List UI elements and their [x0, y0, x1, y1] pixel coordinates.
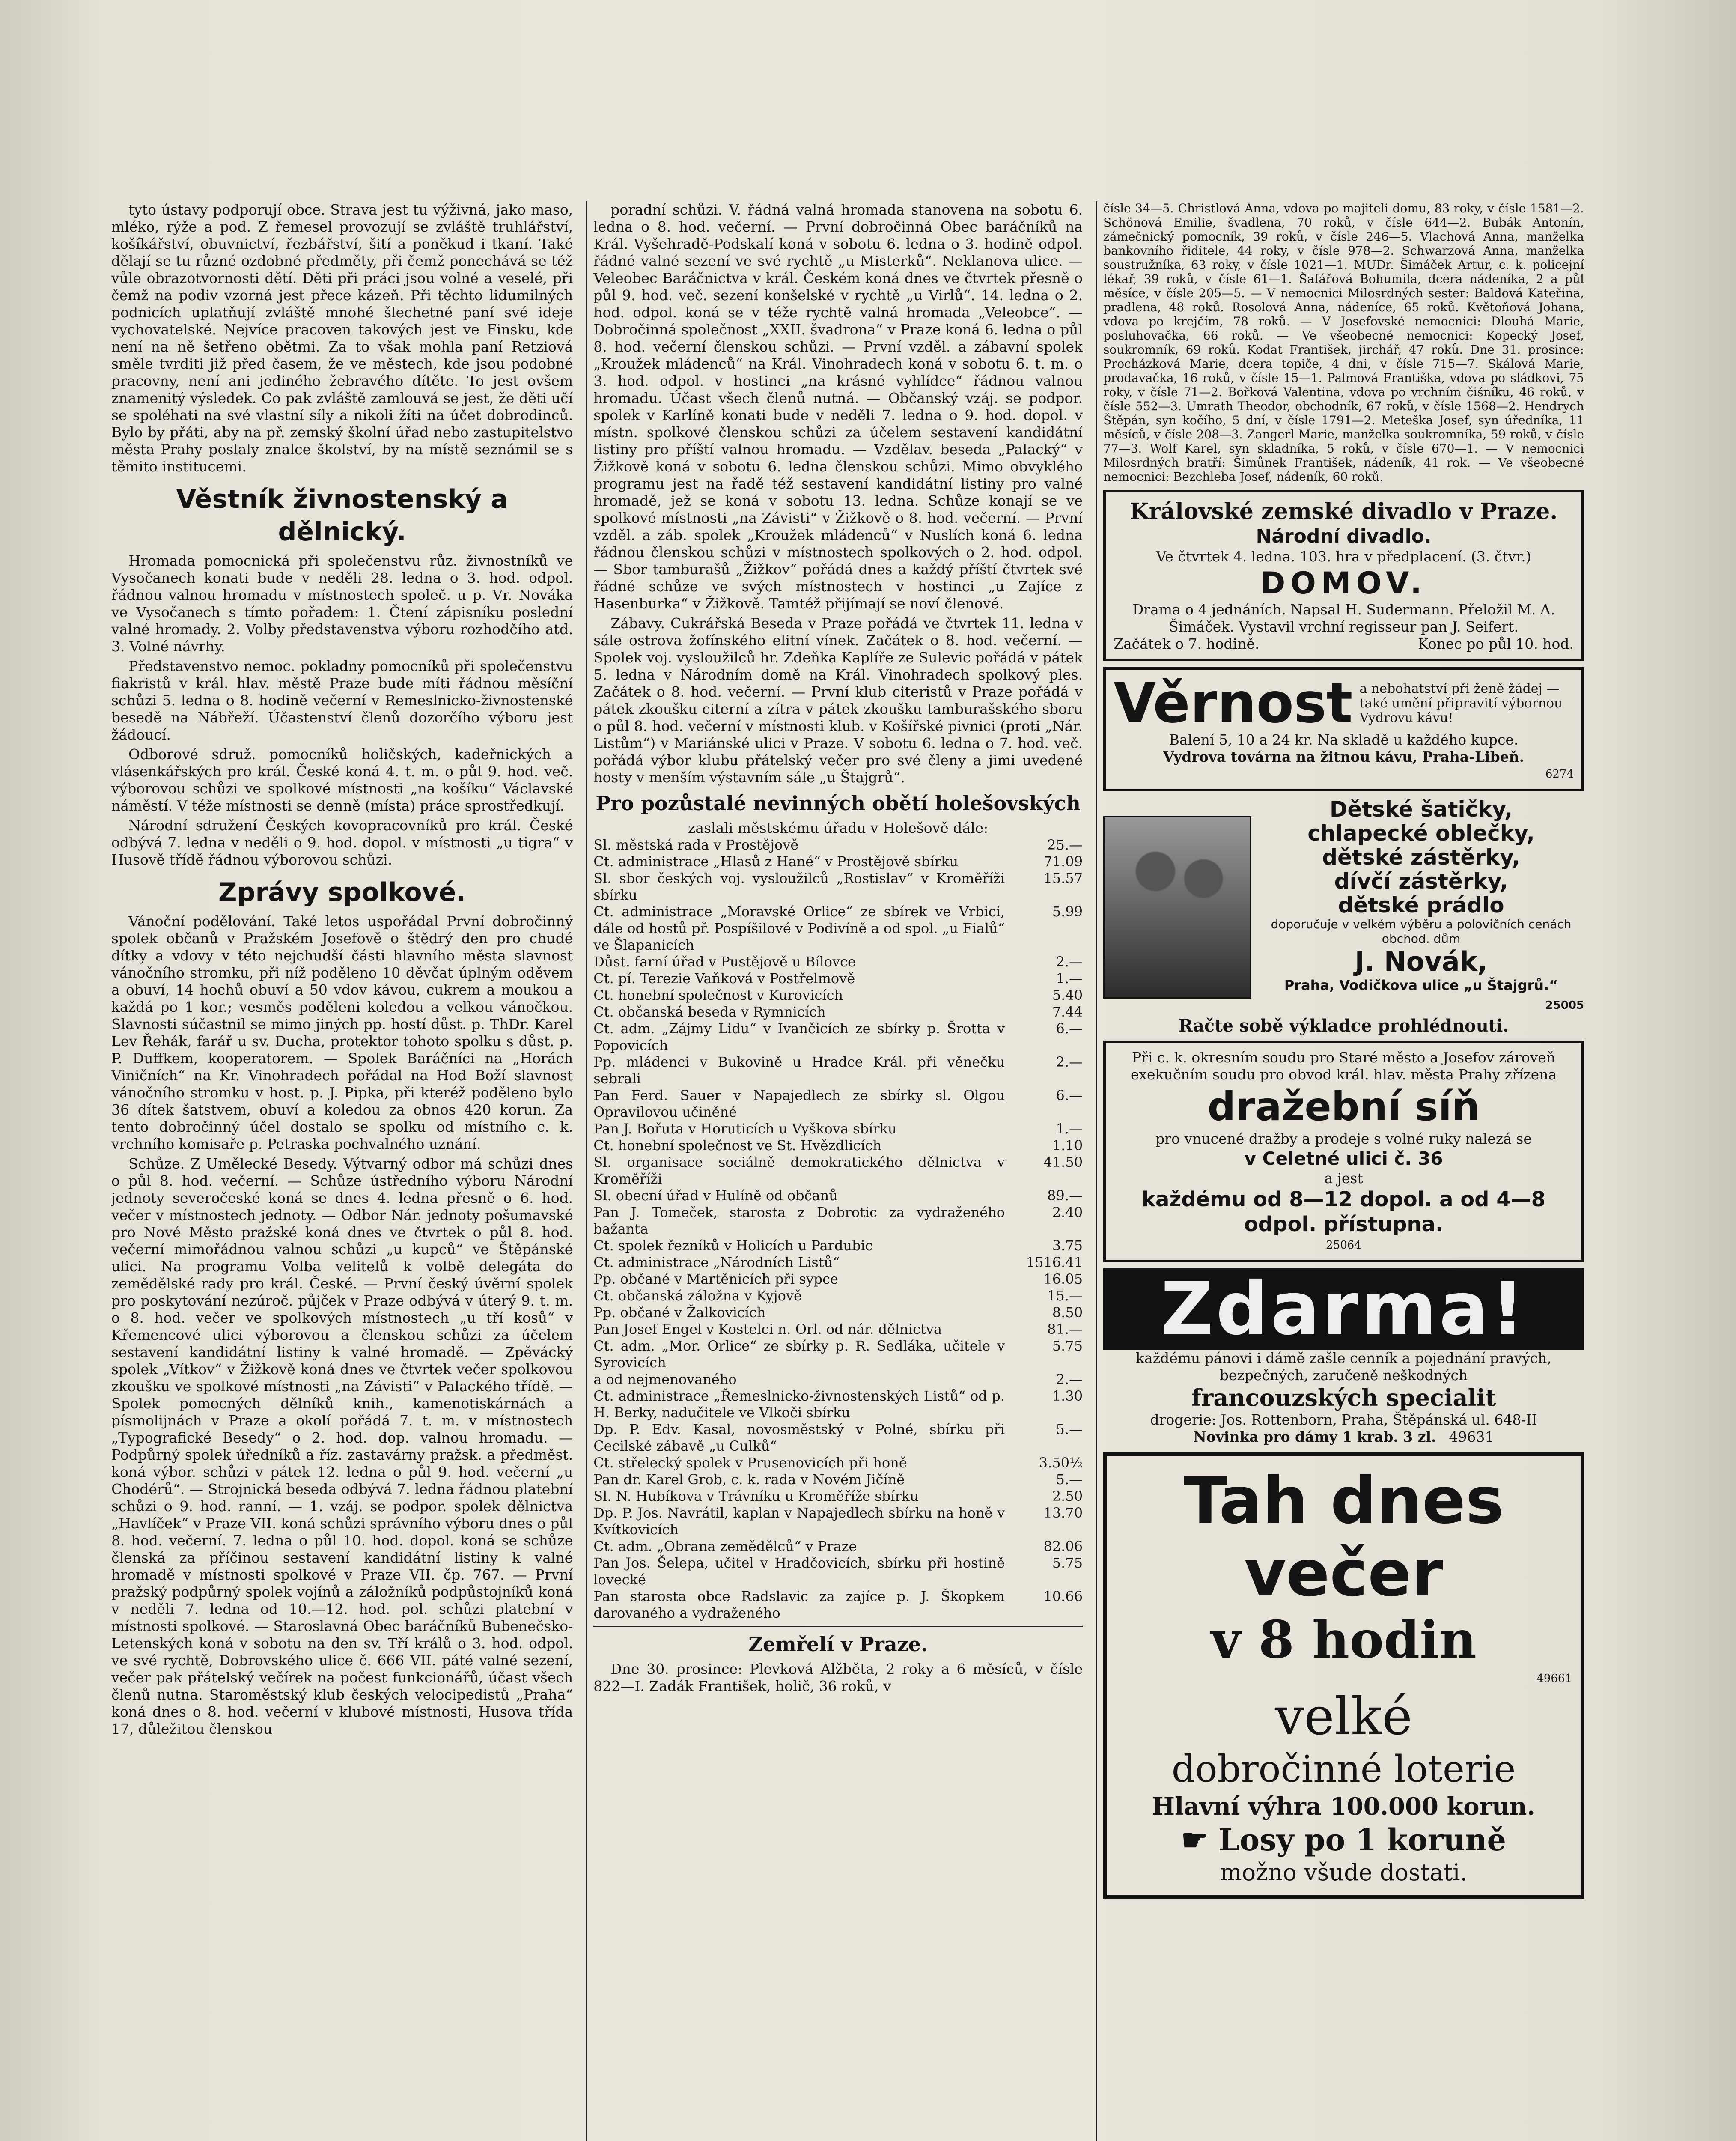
donation-amount: 15.57	[1043, 870, 1083, 886]
donation-row	[593, 1254, 1083, 1271]
lottery-losy	[1115, 1822, 1572, 1858]
donation-donor: Pan Ferd. Sauer v Napajedlech ze sbírky sl. Olgou Opravilovou učiněné	[593, 1087, 1005, 1120]
donation-row	[593, 870, 1083, 904]
donation-amount: 89.—	[1047, 1187, 1083, 1204]
advert-note: Račte sobě výkladce prohlédnouti.	[1178, 1016, 1509, 1036]
section-heading-zpravy: Zprávy spolkové.	[218, 877, 466, 907]
donation-row	[593, 970, 1083, 987]
donation-amount: 1.—	[1056, 970, 1083, 987]
donation-row	[593, 1371, 1083, 1388]
article-paragraph: Hromada pomocnická při společenstvu růz. živnostníků ve Vysočanech konati bude v neděli 28. ledna o 3. hod. odpol. řádnou valnou hromadu v místnostech společ. u p. Vr. Nováka ve Vysočanech s tímto pořadem: 1. Čtení zápisníku poslední valné hromady. 2. Volby představenstva výboru rozhodčího atd. 3. Volné návrhy.	[111, 552, 573, 655]
donation-row	[593, 1137, 1083, 1154]
donation-amount: 13.70	[1043, 1505, 1083, 1521]
advert-ref: 49631	[1449, 1428, 1494, 1445]
lottery-tah: Tah dnes večer	[1183, 1464, 1504, 1611]
donation-row	[593, 1505, 1083, 1538]
donation-donor: Ct. pí. Terezie Vaňková v Postřelmově	[593, 970, 855, 987]
donation-amount: 2.—	[1056, 1371, 1083, 1387]
donations-heading: Pro pozůstalé nevinných obětí holešovských	[596, 792, 1081, 815]
donation-row	[593, 1288, 1083, 1304]
donation-row	[593, 1538, 1083, 1555]
donation-amount: 6.—	[1056, 1020, 1083, 1037]
section-heading-vestnik: Věstník živnostenský a dělnický.	[176, 484, 508, 547]
donations-intro: zaslali městskému úřadu v Holešově dále:	[688, 820, 989, 836]
theatre-listing	[1103, 490, 1584, 661]
advert-ref: 25064	[1326, 1239, 1361, 1252]
article-paragraph: poradní schůzi. V. řádná valná hromada stanovena na sobotu 6. ledna o 8. hod. večerní. — První dobročinná Obec baráčníků na Král. Vyšehradě-Podskalí koná v sobotu 6. ledna o 3. hodině odpol. řádné valné sezení ve své rychtě „u Misterků“. Neklanova ulice. — Veleobec Baráčnictva v král. Českém koná dnes ve čtvrtek přesně o půl 9. hod. več. sezení konšelské v rychtě „u Virlů“. 14. ledna o 2. hod. odpol. koná se v téže rychtě valná hromada „Veleobce“. — Dobročinná společnost „XXII. švadrona“ v Praze koná 6. ledna o půl 8. hod. večerní členskou schůzi. — První vzděl. a zábavní spolek „Kroužek mládenců“ na Král. Vinohradech koná v sobotu 6. t. m. o 3. hod. odpol. v hostinci „na krásné vyhlídce“ řádnou valnou hromadu. Účast všech členů nutná. — Občanský vzáj. se podpor. spolek v Karlíně konati bude v neděli 7. ledna o 9. hod. dopol. v místn. spolkové členskou schůzi za účelem sestavení kandidátní listiny pro příští valnou hromadu. — Vzdělav. beseda „Palacký“ v Žižkově koná v sobotu 6. ledna členskou schůzi. Mimo obvyklého programu jest na řadě též sestavení kandidátní listiny pro valné hromadě, jež se koná v sobotu 13. ledna. Schůze konají se ve spolkové místnosti „na Závisti“ v Žižkově o 8. hod. večerní. — První vzděl. a záb. spolek „Kroužek mládenců“ v Nuslích koná 6. ledna řádnou členskou schůzi v místnostech spolkových o 2. hod. odpol. — Sbor tamburašů „Žižkov“ pořádá dnes a každý příští čtvrtek své řádné schůze ve svých místnostech v hostinci „u Zajíce z Hasenburka“ v Žižkově. Tamtéž přijímají se noví členové.	[593, 201, 1083, 612]
donation-donor: Pan Josef Engel v Kostelci n. Orl. od nár. dělnictva	[593, 1321, 942, 1337]
advert-line: Balení 5, 10 a 24 kr. Na skladě u každého kupce.	[1169, 731, 1519, 748]
advert-ref: 25005	[1545, 999, 1584, 1012]
donation-donor: Důst. farní úřad v Pustějově u Bílovce	[593, 954, 856, 970]
donation-row	[593, 1455, 1083, 1471]
donation-amount: 10.66	[1043, 1588, 1083, 1604]
lottery-dobrocinne: dobročinné loterie	[1171, 1748, 1516, 1791]
donation-donor: Ct. administrace „Národních Listů“	[593, 1254, 840, 1270]
donation-donor: Sl. organisace sociálně demokratického dělnictva v Kroměříži	[593, 1154, 1005, 1187]
donation-amount: 71.09	[1043, 853, 1083, 870]
donation-amount: 25.—	[1047, 837, 1083, 853]
donation-donor: a od nejmenovaného	[593, 1371, 737, 1387]
lottery-vsude: možno všude dostati.	[1220, 1859, 1468, 1886]
donation-donor: Ct. administrace „Moravské Orlice“ ze sbírek ve Vrbici, dále od hostů př. Pospíšilové v Podivíně a od spol. „u Fialů“ ve Šlapanicích	[593, 904, 1005, 953]
donation-amount: 5.75	[1052, 1555, 1083, 1571]
donation-donor: Ct. střelecký spolek v Prusenovicích při honě	[593, 1455, 907, 1471]
advert-line: dětské zástěrky,	[1322, 845, 1520, 870]
donation-row	[593, 1338, 1083, 1371]
article-paragraph: tyto ústavy podporují obce. Strava jest tu výživná, jako maso, mléko, rýže a pod. Z řemesel provozují se zvláště truhlářství, košíkářství, obuvnictví, řezbářství, šití a poněkud i tkaní. Také dělají se tu různé ozdobné předměty, při čemž ponechává se též vůle obrazotvornosti dětí. Děti při práci jsou volné a veselé, při čemž na podiv vzorná jest přece kázeň. Při těchto lidumilných podnicích uplatňují zvláště mnohé šlechetné paní své ideje vychovatelské. Nejvíce pracoven takových jest ve Finsku, kde není na ně šetřeno obětmi. Za to však mohla paní Retziová směle tvrditi již před časem, že ve městech, kde jsou podobné pracovny, není ani jediného žebravého dítěte. To jest ovšem znamenitý výsledek. Co pak zvláště zamlouvá se jest, že děti učí se spoléhati na své vlastní síly a nikoli žíti na účet dobrodinců. Bylo by přáti, aby na př. zemský školní úřad nebo zastupitelstvo města Prahy poslaly znalce školství, by na místě seznámil se s těmito institucemi.	[111, 201, 573, 475]
advert-line: dětské prádlo	[1338, 893, 1504, 918]
donation-donor: Ct. adm. „Mor. Orlice“ ze sbírky p. R. Sedláka, učitele v Syrovicích	[593, 1338, 1005, 1371]
advert-kids-clothing	[1103, 797, 1584, 1035]
donation-amount: 1.—	[1056, 1121, 1083, 1137]
donation-amount: 7.44	[1052, 1004, 1083, 1020]
article-paragraph: Odborové sdruž. pomocníků holičských, kadeřnických a vlásenkářských pro král. České koná 4. t. m. o půl 9. hod. več. výborovou schůzi ve spolkové místnosti „na košíku“ Václavské náměstí. V téže místnosti se denně (místa) práce sprostředkují.	[111, 746, 573, 814]
advert-firm: J. Novák,	[1355, 946, 1488, 977]
donation-donor: Sl. městská rada v Prostějově	[593, 837, 799, 853]
lottery-velke: velké	[1275, 1687, 1412, 1747]
donation-row	[593, 1388, 1083, 1421]
donation-amount: 5.40	[1052, 987, 1083, 1003]
deaths-paragraph: Dne 30. prosince: Plevková Alžběta, 2 roky a 6 měsíců, v čísle 822—I. Zadák František, holič, 36 roků, v	[593, 1661, 1083, 1694]
donation-donor: Ct. adm. „Obrana zemědělců“ v Praze	[593, 1538, 857, 1554]
donation-row	[593, 1020, 1083, 1054]
newspaper-sheet	[111, 201, 1584, 2141]
donation-amount: 6.—	[1056, 1087, 1083, 1103]
donation-amount: 16.05	[1043, 1271, 1083, 1287]
column-1	[111, 201, 573, 2141]
donation-donor: Ct. spolek řezníků v Holicích u Pardubic	[593, 1237, 873, 1254]
article-paragraph: Národní sdružení Českých kovopracovníků pro král. České odbývá 7. ledna v neděli o 9. hod. dopol. v místnosti „u tigra“ v Husově třídě řádnou výborovou schůzi.	[111, 817, 573, 868]
donation-donor: Pan Jos. Šelepa, učitel v Hradčovicích, sbírku při hostině lovecké	[593, 1555, 1005, 1588]
donation-amount: 2.—	[1056, 954, 1083, 970]
advert-line: a jest	[1324, 1170, 1363, 1187]
donation-amount: 8.50	[1052, 1304, 1083, 1321]
theatre-title: Královské zemské divadlo v Praze.	[1129, 498, 1558, 525]
advert-street: v Celetné ulici č. 36	[1244, 1148, 1443, 1169]
donation-amount: 41.50	[1043, 1154, 1083, 1170]
donation-donor: Sl. N. Hubíkova v Trávníku u Kroměříže sbírku	[593, 1488, 919, 1504]
advert-line: Novinka pro dámy 1 krab. 3 zl.	[1193, 1428, 1436, 1445]
donation-donor: Pp. mládenci v Bukovině u Hradce Král. při věnečku sebrali	[593, 1054, 1005, 1087]
advert-hours: každému od 8—12 dopol. a od 4—8 odpol. přístupna.	[1142, 1187, 1546, 1236]
donation-row	[593, 1588, 1083, 1622]
theatre-line: Drama o 4 jednáních. Napsal H. Sudermann. Přeložil M. A. Šimáček. Vystavil vrchní regisseur pan J. Seifert.	[1132, 601, 1555, 635]
theatre-subtitle: Národní divadlo.	[1256, 525, 1432, 547]
advert-vernost	[1103, 667, 1584, 791]
theatre-line: Ve čtvrtek 4. ledna. 103. hra v předplacení. (3. čtvr.)	[1156, 548, 1531, 565]
donation-row	[593, 1187, 1083, 1204]
donation-donor: Ct. honební společnost v Kurovicích	[593, 987, 843, 1003]
donation-donor: Ct. občanská záložna v Kyjově	[593, 1288, 802, 1304]
donation-amount: 1.30	[1052, 1388, 1083, 1404]
donation-row	[593, 954, 1083, 970]
donations-list	[593, 837, 1083, 1622]
donation-donor: Ct. adm. „Zájmy Lidu“ v Ivančicích ze sbírky p. Šrotta v Popovicích	[593, 1020, 1005, 1053]
advert-line: chlapecké oblečky,	[1307, 821, 1535, 846]
donation-donor: Sl. sbor českých voj. vysloužilců „Rostislav“ v Kroměříži sbírku	[593, 870, 1005, 903]
donation-amount: 2.—	[1056, 1054, 1083, 1070]
donation-amount: 3.75	[1052, 1237, 1083, 1254]
children-illustration	[1103, 816, 1251, 999]
advert-line: Dětské šatičky,	[1329, 797, 1513, 822]
donation-row	[593, 904, 1083, 954]
advert-big: dražební síň	[1207, 1084, 1480, 1130]
donation-row	[593, 1321, 1083, 1338]
column-2	[586, 201, 1083, 2141]
deaths-continued: čísle 34—5. Christlová Anna, vdova po majiteli domu, 83 roky, v čísle 1581—2. Schönová Emilie, švadlena, 70 roků, v čísle 644—2. Bubák Antonín, zámečnický pomocník, 39 roků, v čísle 246—5. Vlachová Anna, manželka bankovního řiditele, 44 roky, v čísle 978—2. Schwarzová Anna, manželka soustružníka, 63 roky, v čísle 1021—1. MUDr. Šimáček Artur, c. k. policejní lékař, 39 roků, v čísle 61—1. Šafářová Bohumila, dcera nádeníka, 2 a půl měsíce, v čísle 205—5. — V nemocnici Milosrdných sester: Baldová Kateřina, pradlena, 48 roků. Rosolová Anna, nádeníce, 65 roků. Květoňová Johana, vdova po krejčím, 78 roků. — V Josefovské nemocnici: Dlouhá Marie, posluhovačka, 66 roků. — Ve všeobecné nemocnici: Kopecký Josef, soukromník, 69 roků. Kodat František, jirchář, 47 roků. Dne 31. prosince: Procházková Marie, dcera topiče, 4 dni, v čísle 715—7. Skálová Marie, prodavačka, 16 roků, v čísle 15—1. Palmová Františka, vdova po sládkovi, 75 roky, v čísle 71—2. Bořková Valentina, vdova po vrchním čiśníku, 46 roků, v čísle 552—3. Umrath Theodor, obchodník, 67 roků, v čísle 1568—2. Hendrych Štěpán, syn kočího, 5 dní, v čísle 1791—2. Meteška Josef, syn úředníka, 11 měsíců, v čísle 208—3. Zangerl Marie, manželka soukromníka, 59 roků, v čísle 77—3. Wolf Karel, syn skladníka, 5 roků, v čísle 670—1. — V nemocnici Milosrdných bratří: Šimůnek František, nádeník, 41 rok. — Ve všeobecné nemocnici: Bezchleba Josef, nádeník, 60 roků.	[1103, 201, 1584, 484]
theatre-start: Začátek o 7. hodině.	[1114, 635, 1260, 652]
donation-amount: 3.50½	[1039, 1455, 1083, 1471]
donation-row	[593, 987, 1083, 1004]
advert-lottery	[1103, 1452, 1584, 1899]
donation-row	[593, 1204, 1083, 1237]
advert-ref: 49661	[1536, 1672, 1572, 1685]
donation-row	[593, 1271, 1083, 1288]
donation-amount: 5.99	[1052, 904, 1083, 920]
article-paragraph: Vánoční podělování. Také letos uspořádal První dobročinný spolek občanů v Pražském Josefově o štědrý den pro chudé dítky a vdovy v této nejchudší části hlavního města slavnost vánočního stromku, při níž poděleno 10 děvčat úplným oděvem a obuví, 14 hochů obuví a 50 vdov kávou, cukrem a moukou a každá po 1 kor.; vesměs poděleni koledou a velkou vánočkou. Slavnosti súčastnil se mimo jiných pp. hostí důst. p. ThDr. Karel Lev Řehák, farář u sv. Ducha, protektor tohoto spolku s důst. p. P. Duffkem, kooperatorem. — Spolek Baráčníci na „Horách Viničních“ na Kr. Vinohradech pořádal na Hod Boží slavnost vánočního stromku v host. p. J. Pipka, při kteréž poděleno bylo 36 dítek šatstvem, obuví a koledou za obnos 420 korun. Za tento dobročinný účel dostalo se spolku od místního c. k. vrchního komisaře p. Petraska pochvalného uznání.	[111, 913, 573, 1152]
advert-address: Praha, Vodičkova ulice „u Štajgrů.“	[1284, 977, 1558, 993]
donation-donor: Pan dr. Karel Grob, c. k. rada v Novém Jičíně	[593, 1471, 905, 1488]
donation-donor: Ct. administrace „Hlasů z Hané“ v Prostějově sbírku	[593, 853, 959, 870]
donation-amount: 81.—	[1047, 1321, 1083, 1337]
donation-amount: 15.—	[1047, 1288, 1083, 1304]
donation-row	[593, 1471, 1083, 1488]
donation-donor: Pp. občané v Martěnicích při sypce	[593, 1271, 838, 1287]
article-paragraph: Zábavy. Cukrářská Beseda v Praze pořádá ve čtvrtek 11. ledna v sále ostrova žofínského elitní vínek. Začátek o 8. hod. večerní. — Spolek voj. vysloužilců hr. Zdeňka Kaplíře ze Sulevic pořádá v pátek 5. ledna v Národním domě na Král. Vinohradech spolkový ples. Začátek o 8. hod. večerní. — První klub citeristů v Praze pořádá v pátek zkoušku citerní a zítra v pátek zkoušku tamburašského sboru o půl 8. hod. večerní v místnosti klub. v Košířské pivnici (proti „Nár. Listům“) v Mariánské ulici v Praze. V sobotu 6. ledna o 7. hod. več. pořádá výbor klubu přátelský večer pro své členy a jimi uvedené hosty v menším výstavním sále „u Štajgrů“.	[593, 615, 1083, 786]
donation-donor: Pan starosta obce Radslavic za zajíce p. J. Škopkem darovaného a vydraženého	[593, 1588, 1005, 1621]
divider	[593, 1626, 1083, 1627]
donation-row	[593, 1488, 1083, 1505]
advert-line: Při c. k. okresním soudu pro Staré město a Josefov zároveň exekučním soudu pro obvod král. hlav. města Prahy zřízena	[1130, 1049, 1557, 1083]
donation-amount: 5.—	[1056, 1421, 1083, 1437]
donation-row	[593, 1121, 1083, 1137]
column-3	[1096, 201, 1584, 2141]
donation-donor: Dp. P. Edv. Kasal, novosměstský v Polné, sbírku při Cecilské zábavě „u Culků“	[593, 1421, 1005, 1454]
donation-amount: 2.40	[1052, 1204, 1083, 1220]
theatre-end: Konec po půl 10. hod.	[1418, 635, 1574, 652]
donation-row	[593, 1087, 1083, 1121]
donation-amount: 1.10	[1052, 1137, 1083, 1154]
donation-row	[593, 1421, 1083, 1455]
advert-line: pro vnucené dražby a prodeje s volné ruky nalezá se	[1155, 1130, 1532, 1147]
advert-zdarma	[1103, 1268, 1584, 1446]
advert-ref: 6274	[1545, 768, 1574, 781]
advert-firm: Vydrova továrna na žitnou kávu, Praha-Libeň.	[1163, 748, 1525, 765]
donation-row	[593, 1237, 1083, 1254]
donation-donor: Pan J. Bořuta v Horuticích u Vyškova sbírku	[593, 1121, 897, 1137]
lottery-hlavni: Hlavní výhra 100.000 korun.	[1152, 1792, 1535, 1821]
advert-line: drogerie: Jos. Rottenborn, Praha, Štěpánská ul. 648-II	[1150, 1411, 1537, 1428]
advert-line: dívčí zástěrky,	[1334, 869, 1508, 894]
donation-donor: Ct. administrace „Řemeslnicko-živnostenských Listů“ od p. H. Berky, nadučitele ve Vlkoči sbírku	[593, 1388, 1005, 1421]
donation-row	[593, 1555, 1083, 1588]
donation-row	[593, 1054, 1083, 1087]
article-paragraph: Schůze. Z Umělecké Besedy. Výtvarný odbor má schůzi dnes o půl 8. hod. večerní. — Schůze ústředního výboru Národní jednoty severočeské koná se dnes 4. ledna přesně o 6. hod. večer v místnostech jednoty. — Odbor Nár. jednoty pošumavské pro Nové Město pražské koná dnes ve čtvrtek o půl 8. hod. večerní mimořádnou valnou schůzi „u kupců“ ve Štěpánské ulici. Na programu Volba velitelů k volbě delegáta do zemědělské rady pro král. České. — První český úvěrní spolek pro poskytování nezúroč. půjček v Praze odbývá v úterý 9. t. m. o 8. hod. večer ve spolkových místnostech „u tří kosů“ v Křemencové ulici výborovou a členskou schůzi za účelem sestavení kandidátní listiny k valné hromadě. — Zpěvácký spolek „Vítkov“ v Žižkově koná dnes ve čtvrtek večer spolkovou zkoušku ve spolkové místnosti „na Závisti“ v Palackého třídě. — Spolek pomocných dělníků knih., kamenotiskárnách a písmolijnách v Praze a okolí pořádá 7. t. m. v místnostech „Typografické Besedy“ o 2. hod. dop. valnou hromadu. — Podpůrný spolek úředníků a říz. zastavárny pražsk. a předměst. koná výbor. schůzi v pátek 12. ledna o půl 9. hod. večerní „u Chodérů“. — Strojnická beseda odbývá 7. ledna řádnou platební schůzi o 9. hod. ranní. — 1. vzáj. se podpor. spolek dělnictva „Havlíček“ v Praze VII. koná schůzi správního výboru dnes o půl 8. hod. večerní. 7. ledna o půl 10. hod. dopol. koná se schůze členská za příčinou sestavení kandidátní listiny k valné hromadě v místnosti spolkové v Praze VII. čp. 767. — První pražský podpůrný spolek vojínů a záložníků podpůstojníků koná v neděli 7. ledna od 10.—12. hod. pol. schůzi platební v místnosti spolkové. — Staroslavná Obec baráčníků Bubenečsko-Letenských koná v sobotu na den sv. Tří králů o 3. hod. odpol. ve své rychtě, Dobrovského ulice č. 666 VII. páté valné sezení, večer pak přátelský večírek na počest funkcionářů, účast všech členů nutna. Staroměstský klub českých velocipedistů „Praha“ koná dnes o 8. hod. večerní v klubové místnosti, Husova třída 17, důležitou členskou	[111, 1155, 573, 1737]
deaths-heading: Zemřelí v Praze.	[748, 1633, 928, 1656]
donation-amount: 5.75	[1052, 1338, 1083, 1354]
advert-vernost-side: a nebohatství při ženě žádej — také umění připravití výbornou Vydrovu kávu!	[1359, 681, 1563, 725]
lottery-losy-text: Losy po 1 koruně	[1218, 1822, 1507, 1858]
donation-amount: 1516.41	[1026, 1254, 1083, 1270]
donation-amount: 82.06	[1043, 1538, 1083, 1554]
donation-row	[593, 853, 1083, 870]
donation-row	[593, 1154, 1083, 1187]
donation-row	[593, 1304, 1083, 1321]
pointing-hand-icon: ☛	[1181, 1822, 1219, 1858]
donation-donor: Ct. občanská beseda v Rymnicích	[593, 1004, 826, 1020]
donation-row	[593, 1004, 1083, 1020]
article-paragraph: Představenstvo nemoc. pokladny pomocníků při společenstvu fiakristů v král. hlav. městě Praze bude míti řádnou měsíční schůzi 5. ledna o 8. hodině večerní v Remeslnicko-živnostenské besedě na Nábřeží. Účastenství členů dozorčího výboru jest žádoucí.	[111, 658, 573, 743]
advert-zdarma-banner: Zdarma!	[1103, 1268, 1584, 1350]
donation-donor: Pp. občané v Žalkovicích	[593, 1304, 766, 1321]
donation-amount: 5.—	[1056, 1471, 1083, 1488]
lottery-hodin: v 8 hodin	[1211, 1610, 1477, 1670]
donation-donor: Dp. P. Jos. Navrátil, kaplan v Napajedlech sbírku na honě v Kvítkovicích	[593, 1505, 1005, 1538]
advert-small: doporučuje v velkém výběru a polovičních cenách obchod. dům	[1271, 917, 1572, 946]
advert-big: francouzských specialit	[1191, 1384, 1496, 1411]
donation-donor: Pan J. Tomeček, starosta z Dobrotic za vydraženého bažanta	[593, 1204, 1005, 1237]
theatre-play: DOMOV.	[1260, 566, 1427, 601]
donation-amount: 2.50	[1052, 1488, 1083, 1504]
donation-donor: Ct. honební společnost ve St. Hvězdlicích	[593, 1137, 882, 1154]
donation-row	[593, 837, 1083, 853]
advert-drazebni-sin	[1103, 1041, 1584, 1262]
advert-line: každému pánovi i dámě zašle cenník a pojednání pravých, bezpečných, zaručeně neškodných	[1136, 1350, 1552, 1384]
donation-donor: Sl. obecní úřad v Hulíně od občanů	[593, 1187, 838, 1204]
advert-vernost-word: Věrnost	[1114, 671, 1353, 735]
